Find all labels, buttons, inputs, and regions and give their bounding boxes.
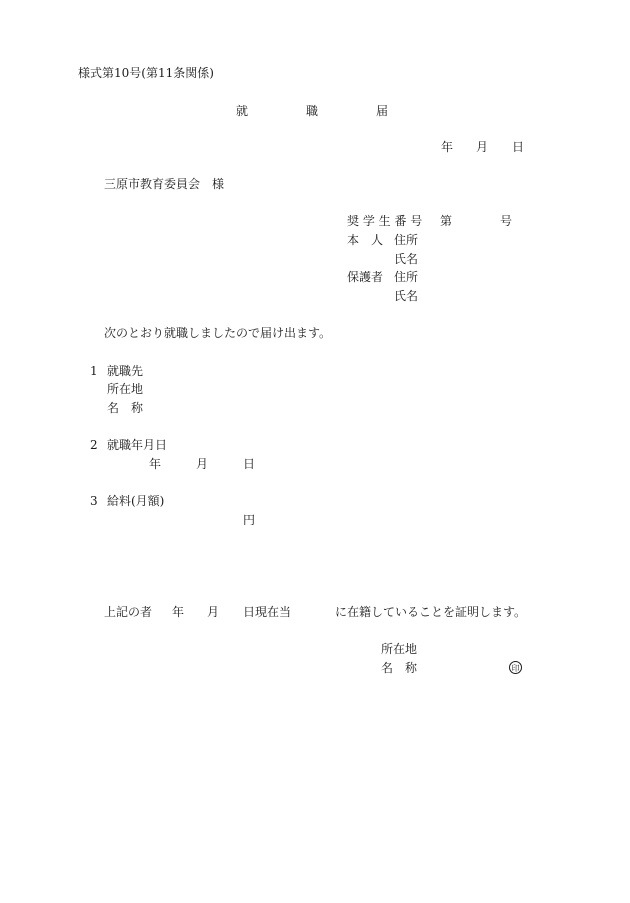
scholar-number-dai: 第	[440, 214, 453, 228]
cert-location-label: 所在地	[381, 642, 418, 656]
section-2-number: 2	[90, 438, 98, 452]
self-label: 本 人	[347, 233, 384, 247]
section-2-title: 就職年月日	[107, 438, 168, 452]
title-char-3: 届	[376, 104, 389, 118]
seal-icon: 印	[509, 661, 522, 674]
date-year-label: 年	[441, 140, 454, 154]
cert-month-label: 月	[207, 605, 220, 619]
cert-name-label: 名 称	[381, 661, 418, 675]
section-1-title: 就職先	[107, 364, 144, 378]
employment-year-label: 年	[149, 457, 162, 471]
guardian-label: 保護者	[347, 270, 384, 284]
date-month-label: 月	[476, 140, 489, 154]
self-address-label: 住所	[394, 233, 419, 247]
self-name-label: 氏名	[394, 252, 419, 266]
section-1-number: 1	[90, 364, 98, 378]
date-day-label: 日	[512, 140, 525, 154]
employment-month-label: 月	[196, 457, 209, 471]
cert-as-of: 日現在当	[243, 605, 292, 619]
scholar-number-go: 号	[500, 214, 513, 228]
title-char-1: 就	[236, 104, 249, 118]
cert-prefix: 上記の者	[104, 605, 153, 619]
intro-text: 次のとおり就職しましたので届け出ます。	[104, 326, 332, 340]
title-char-2: 職	[306, 104, 319, 118]
salary-yen-label: 円	[243, 513, 256, 527]
scholar-number-label: 奨 学 生 番 号	[347, 214, 423, 228]
employment-day-label: 日	[243, 457, 256, 471]
form-number: 様式第10号(第11条関係)	[78, 66, 214, 80]
employer-name-label: 名 称	[107, 401, 144, 415]
employer-location-label: 所在地	[107, 382, 144, 396]
section-3-number: 3	[90, 494, 98, 508]
guardian-name-label: 氏名	[394, 289, 419, 303]
guardian-address-label: 住所	[394, 270, 419, 284]
cert-year-label: 年	[172, 605, 185, 619]
addressee: 三原市教育委員会 様	[104, 177, 225, 191]
section-3-title: 給料(月額)	[107, 494, 165, 508]
cert-suffix: に在籍していることを証明します。	[335, 605, 527, 619]
